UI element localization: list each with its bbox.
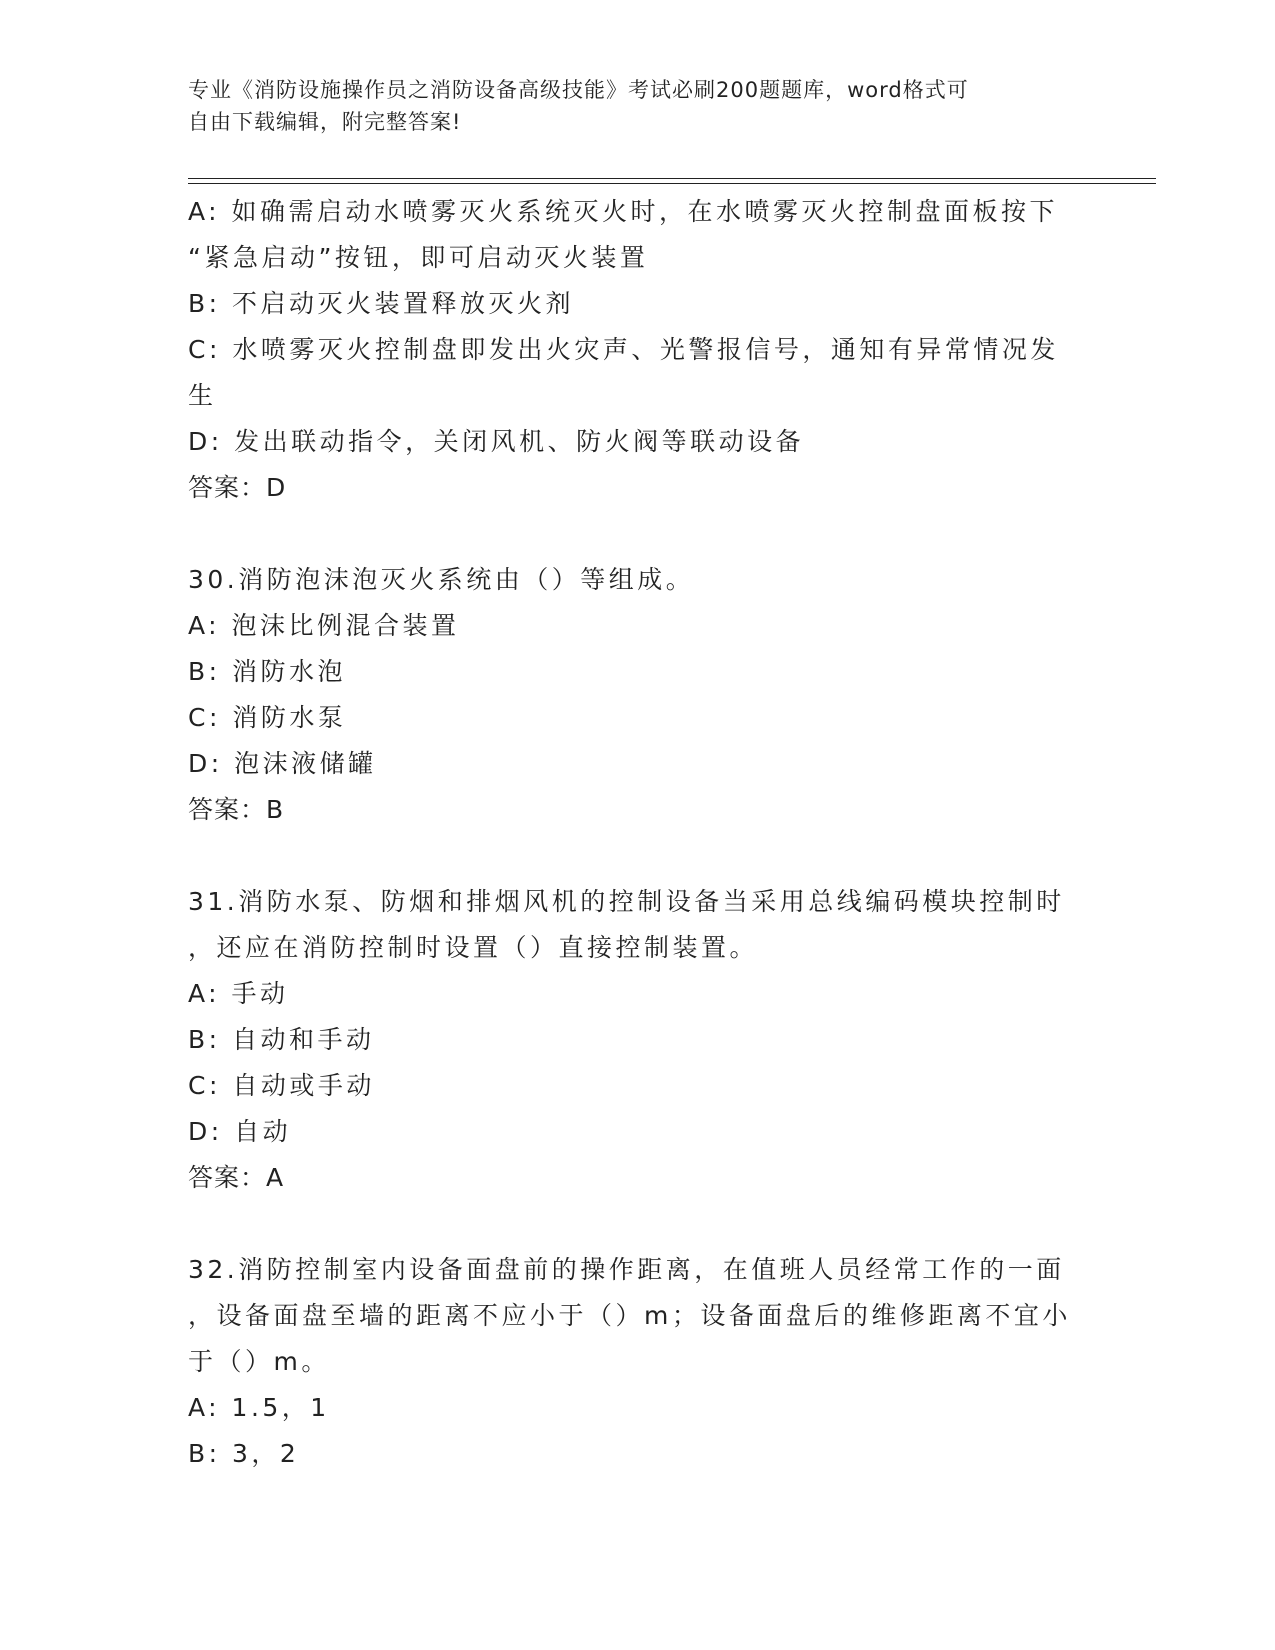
option-c: C: 消防水泵 (188, 703, 347, 732)
header-rule-top (188, 178, 1156, 179)
option-b: B: 自动和手动 (188, 1025, 375, 1054)
question-text-line-1: 31.消防水泵、防烟和排烟风机的控制设备当采用总线编码模块控制时 (188, 887, 1065, 916)
spacer (188, 1201, 1088, 1247)
option-b: B: 3，2 (188, 1439, 300, 1468)
answer-line: 答案：A (188, 1163, 285, 1192)
option-c-line-2: 生 (188, 381, 217, 410)
question-text-line-2: ，设备面盘至墙的距离不应小于（）m；设备面盘后的维修距离不宜小 (188, 1301, 1071, 1330)
option-b: B: 不启动灭火装置释放灭火剂 (188, 289, 575, 318)
question-text-line-1: 32.消防控制室内设备面盘前的操作距离，在值班人员经常工作的一面 (188, 1255, 1065, 1284)
option-a-line-1: A: 如确需启动水喷雾灭火系统灭火时，在水喷雾灭火控制盘面板按下 (188, 197, 1059, 226)
option-d: D: 自动 (188, 1117, 292, 1146)
option-a: A: 1.5，1 (188, 1393, 330, 1422)
question-text: 30.消防泡沫泡灭火系统由（）等组成。 (188, 565, 695, 594)
header-line-1: 专业《消防设施操作员之消防设备高级技能》考试必刷200题题库，word格式可 (188, 78, 969, 102)
option-a: A: 泡沫比例混合装置 (188, 611, 460, 640)
option-c: C: 自动或手动 (188, 1071, 375, 1100)
spacer (188, 833, 1088, 879)
question-text-line-3: 于（）m。 (188, 1347, 330, 1376)
option-d: D: 发出联动指令，关闭风机、防火阀等联动设备 (188, 427, 805, 456)
header-line-2: 自由下载编辑，附完整答案! (188, 110, 462, 134)
option-d: D: 泡沫液储罐 (188, 749, 377, 778)
document-body (188, 189, 1088, 1477)
answer-line: 答案：D (188, 473, 287, 502)
spacer (188, 511, 1088, 557)
header-rule-bottom (188, 183, 1156, 184)
question-block-31 (188, 879, 1088, 1201)
option-c-line-1: C: 水喷雾灭火控制盘即发出火灾声、光警报信号，通知有异常情况发 (188, 335, 1059, 364)
document-header (188, 74, 1088, 138)
question-block-30 (188, 557, 1088, 833)
option-b: B: 消防水泡 (188, 657, 347, 686)
question-text-line-2: ，还应在消防控制时设置（）直接控制装置。 (188, 933, 759, 962)
answer-line: 答案：B (188, 795, 285, 824)
question-block-32 (188, 1247, 1088, 1477)
option-a-line-2: “紧急启动”按钮，即可启动灭火装置 (188, 243, 649, 272)
question-block-previous (188, 189, 1088, 511)
option-a: A: 手动 (188, 979, 289, 1008)
